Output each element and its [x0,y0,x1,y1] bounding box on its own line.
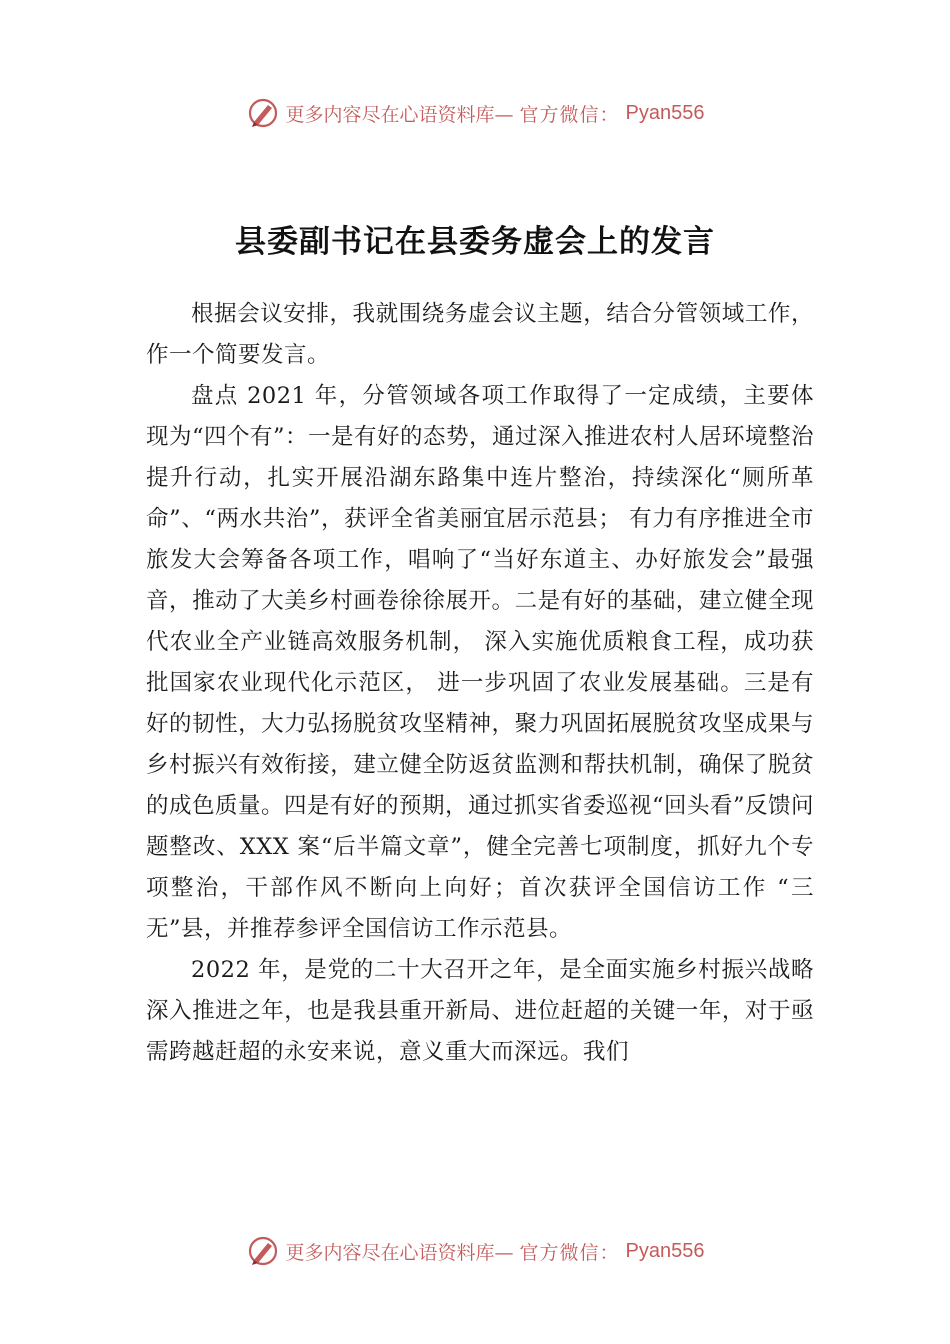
watermark-wechat-label: 官方微信： [519,103,620,126]
pen-circle-logo-icon [246,96,280,130]
paragraph: 盘点 2021 年，分管领域各项工作取得了一定成绩，主要体现为“四个有”：一是有好的态势，通过深入推进农村人居环境整治提升行动，扎实开展沿湖东路集中连片整治，持续深化“厕所革命”、“两水共治”，获评全省美丽宜居示范县； 有力有序推进全市旅发大会筹备各项工作，唱响了“当好东道主、办好旅发会”最强音，推动了大美乡村画卷徐徐展开。二是有好的基础，建立健全现代农业全产业链高效服务机制， 深入实施优质粮食工程，成功获批国家农业现代化示范区， 进一步巩固了农业发展基础。三是有好的韧性，大力弘扬脱贫攻坚精神，聚力巩固拓展脱贫攻坚成果与乡村振兴有效衔接，建立健全防返贫监测和帮扶机制，确保了脱贫的成色质量。四是有好的预期，通过抓实省委巡视“回头看”反馈问题整改、XXX 案“后半篇文章”，健全完善七项制度，抓好九个专项整治，干部作风不断向上向好；首次获评全国信访工作 “三无”县，并推荐参评全国信访工作示范县。 [146,383,815,942]
watermark-site-text: 更多内容尽在心语资料库— [285,103,514,126]
watermark-site-text: 更多内容尽在心语资料库— [285,1241,514,1264]
paragraph: 根据会议安排，我就围绕务虚会议主题，结合分管领域工作，作一个简要发言。 [146,301,814,368]
paragraph: 2022 年，是党的二十大召开之年，是全面实施乡村振兴战略深入推进之年，也是我县重开新局、进位赶超的关键一年，对于亟需跨越赶超的永安来说，意义重大而深远。我们 [146,957,814,1065]
pen-circle-logo-icon [246,1234,280,1268]
watermark-wechat-label: 官方微信： [519,1241,620,1264]
header-watermark [0,96,950,130]
document-title: 县委副书记在县委务虚会上的发言 [235,224,715,260]
watermark-wechat-id: Pyan556 [625,101,705,124]
document-body [146,294,814,1073]
watermark-wechat-id: Pyan556 [625,1239,705,1262]
footer-watermark [0,1234,950,1268]
